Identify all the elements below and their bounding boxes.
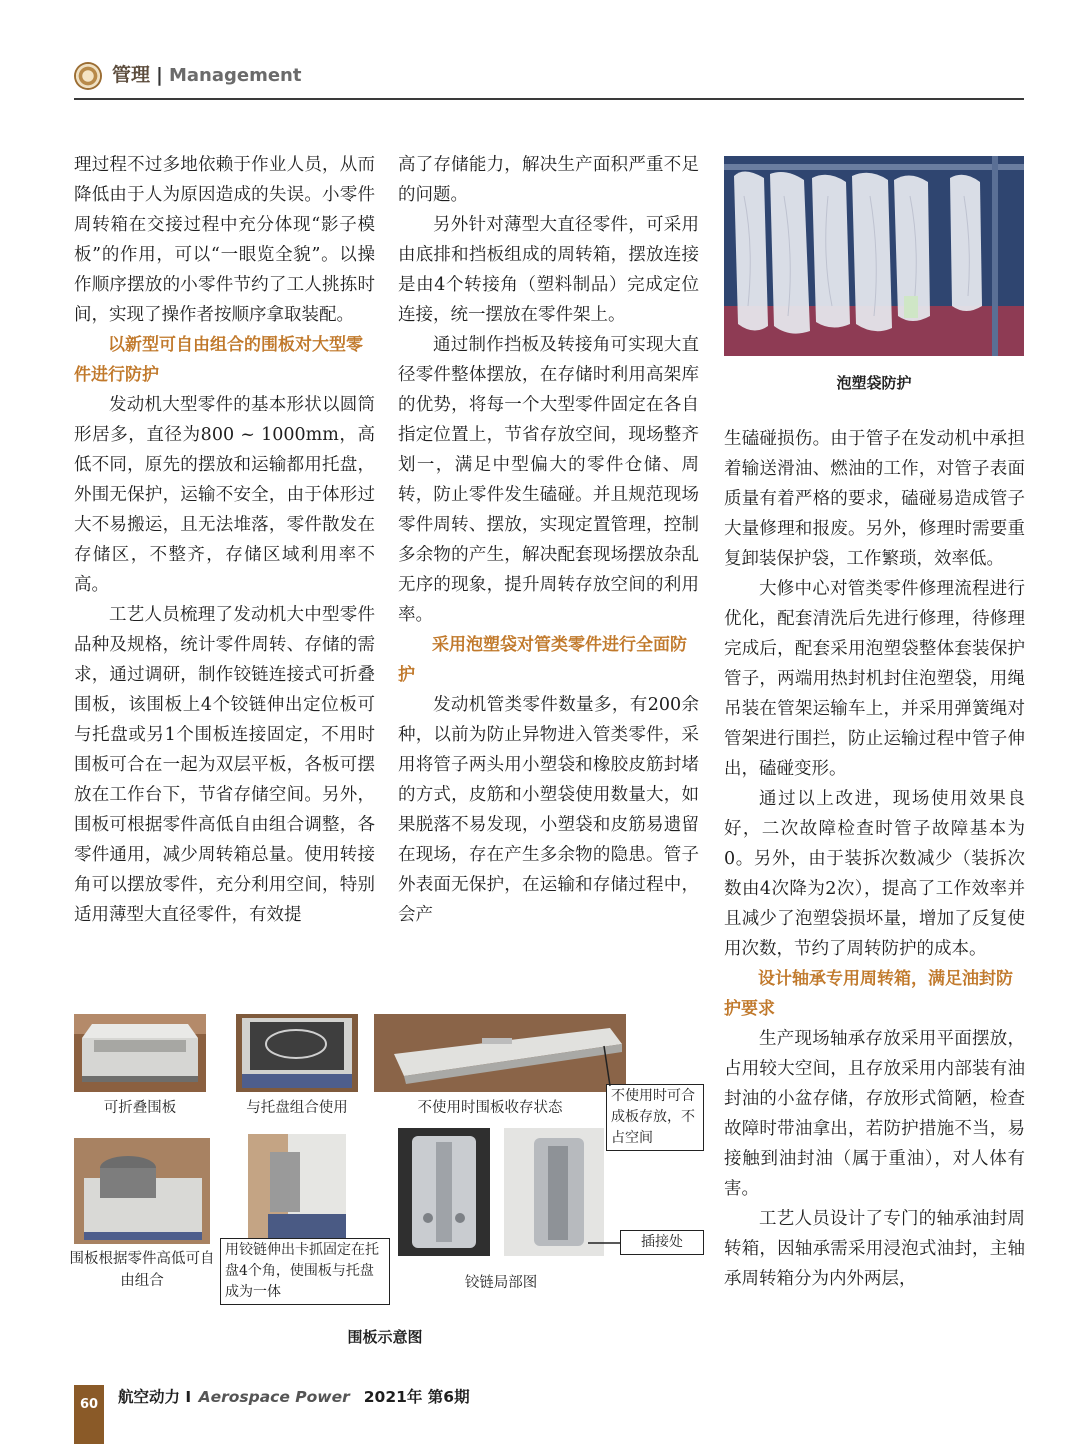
page-number: 60 xyxy=(74,1385,104,1444)
callout-box: 不使用时可合成板存放，不占空间 xyxy=(606,1084,704,1151)
figure-caption: 不使用时围板收存状态 xyxy=(417,1100,563,1116)
section-header xyxy=(112,61,301,90)
paragraph: 通过以上改进，现场使用效果良好，二次故障检查时管子故障基本为0。另外，由于装拆次数减少（装拆次数由4次降为2次），提高了工作效率并且减少了泡塑袋损坏量，增加了反复使用次数，节约了周转防护的成本。 xyxy=(724,789,1025,959)
hinge-detail-photo-1 xyxy=(398,1128,490,1256)
issue-label: 2021年 第6期 xyxy=(363,1388,470,1406)
figure-caption: 可折叠围板 xyxy=(103,1100,177,1116)
callout-box: 插接处 xyxy=(620,1230,704,1255)
journal-name: 航空动力 xyxy=(118,1388,181,1406)
journal-name-en: Aerospace Power xyxy=(198,1388,350,1406)
paragraph: 高了存储能力，解决生产面积严重不足的问题。 xyxy=(398,155,699,205)
column-2 xyxy=(398,150,699,930)
photo-caption: 泡塑袋防护 xyxy=(836,374,912,392)
pallet-combination-photo xyxy=(236,1014,358,1092)
paragraph: 生磕碰损伤。由于管子在发动机中承担着输送滑油、燃油的工作，对管子表面质量有着严格的要求，磕碰易造成管子大量修理和报废。另外，修理时需要重复卸装保护袋，工作繁琐，效率低。 xyxy=(724,429,1025,569)
column-3 xyxy=(724,424,1025,1294)
foldable-panel-photo xyxy=(74,1014,206,1092)
paragraph: 通过制作挡板及转接角可实现大直径零件整体摆放，在存储时利用高架库的优势，将每一个大型零件固定在各自指定位置上，节省存放空间，现场整齐划一，满足中型偏大的零件仓储、周转，防止零件发生磕碰。并且规范现场零件周转、摆放，实现定置管理，控制多余物的产生，解决配套现场摆放杂乱无序的现象，提升周转存放空间的利用率。 xyxy=(398,335,699,625)
paragraph: 工艺人员梳理了发动机大中型零件品种及规格，统计零件周转、存储的需求，通过调研，制作铰链连接式可折叠围板，该围板上4个铰链伸出定位板可与托盘或另1个围板连接固定，不用时围板可合在一起为双层平板，各板可摆放在工作台下，节省存储空间。另外，围板可根据零件高低自由组合调整，各零件通用，减少周转箱总量。使用转接角可以摆放零件，充分利用空间，特别适用薄型大直径零件，有效提 xyxy=(74,605,375,925)
hinge-detail-photo-2 xyxy=(504,1128,604,1256)
paragraph: 发动机大型零件的基本形状以圆筒形居多，直径为800 ~ 1000mm，高低不同，原先的摆放和运输都用托盘，外围无保护，运输不安全，由于体形过大不易搬运，且无法堆落，零件散发在存储区，不整齐，存储区域利用率不高。 xyxy=(74,395,375,595)
footer-journal: 航空动力 I Aerospace Power 2021年 第6期 xyxy=(118,1388,470,1406)
column-1 xyxy=(74,150,375,930)
section-title-en: Management xyxy=(168,65,302,86)
callout-box: 用铰链伸出卡抓固定在托盘4个角，使围板与托盘成为一体 xyxy=(220,1238,390,1305)
paragraph: 大修中心对管类零件修理流程进行优化，配套清洗后先进行修理，待修理完成后，配套采用泡塑袋整体套装保护管子，两端用热封机封住泡塑袋，用绳吊装在管架运输车上，并采用弹簧绳对管架进行围拦，防止运输过程中管子伸出，磕碰变形。 xyxy=(724,579,1025,779)
header-rule xyxy=(74,98,1024,100)
journal-logo-icon xyxy=(74,62,102,90)
figure-caption: 围板根据零件高低可自由组合 xyxy=(69,1251,215,1289)
paragraph: 工艺人员设计了专门的轴承油封周转箱，因轴承需采用浸泡式油封，主轴承周转箱分为内外两层， xyxy=(724,1209,1025,1289)
subheading: 设计轴承专用周转箱，满足油封防护要求 xyxy=(724,969,1013,1019)
hinge-clip-photo xyxy=(248,1134,346,1242)
callout-arrow xyxy=(600,1044,620,1088)
figure-caption: 铰链局部图 xyxy=(464,1275,538,1291)
paragraph: 生产现场轴承存放采用平面摆放，占用较大空间，且存放采用内部装有油封油的小盆存储，存放形式简陋，检查故障时带油拿出，若防护措施不当，易接触到油封油（属于重油），对人体有害。 xyxy=(724,1029,1025,1199)
panel-storage-photo xyxy=(374,1014,626,1092)
combination-photo xyxy=(74,1138,210,1244)
figure-title: 围板示意图 xyxy=(347,1328,423,1346)
section-separator: | xyxy=(156,64,163,86)
paragraph: 发动机管类零件数量多，有200余种，以前为防止异物进入管类零件，采用将管子两头用小塑袋和橡胶皮筋封堵的方式，皮筋和小塑袋使用数量大，如果脱落不易发现，小塑袋和皮筋易遗留在现场，存在产生多余物的隐患。管子外表面无保护，在运输和存储过程中，会产 xyxy=(398,695,699,925)
subheading: 以新型可自由组合的围板对大型零件进行防护 xyxy=(74,335,363,385)
paragraph: 理过程不过多地依赖于作业人员，从而降低由于人为原因造成的失误。小零件周转箱在交接过程中充分体现“影子模板”的作用，可以“一眼览全貌”。以操作顺序摆放的小零件节约了工人挑拣时间，实现了操作者按顺序拿取装配。 xyxy=(74,155,375,325)
paragraph: 另外针对薄型大直径零件，可采用由底排和挡板组成的周转箱，摆放连接是由4个转接角（塑料制品）完成定位连接，统一摆放在零件架上。 xyxy=(398,215,699,325)
figure-caption: 与托盘组合使用 xyxy=(246,1100,348,1116)
foam-bag-photo xyxy=(724,156,1024,356)
callout-arrow xyxy=(586,1238,622,1248)
section-title: 管理 xyxy=(112,64,151,86)
subheading: 采用泡塑袋对管类零件进行全面防护 xyxy=(398,635,687,685)
